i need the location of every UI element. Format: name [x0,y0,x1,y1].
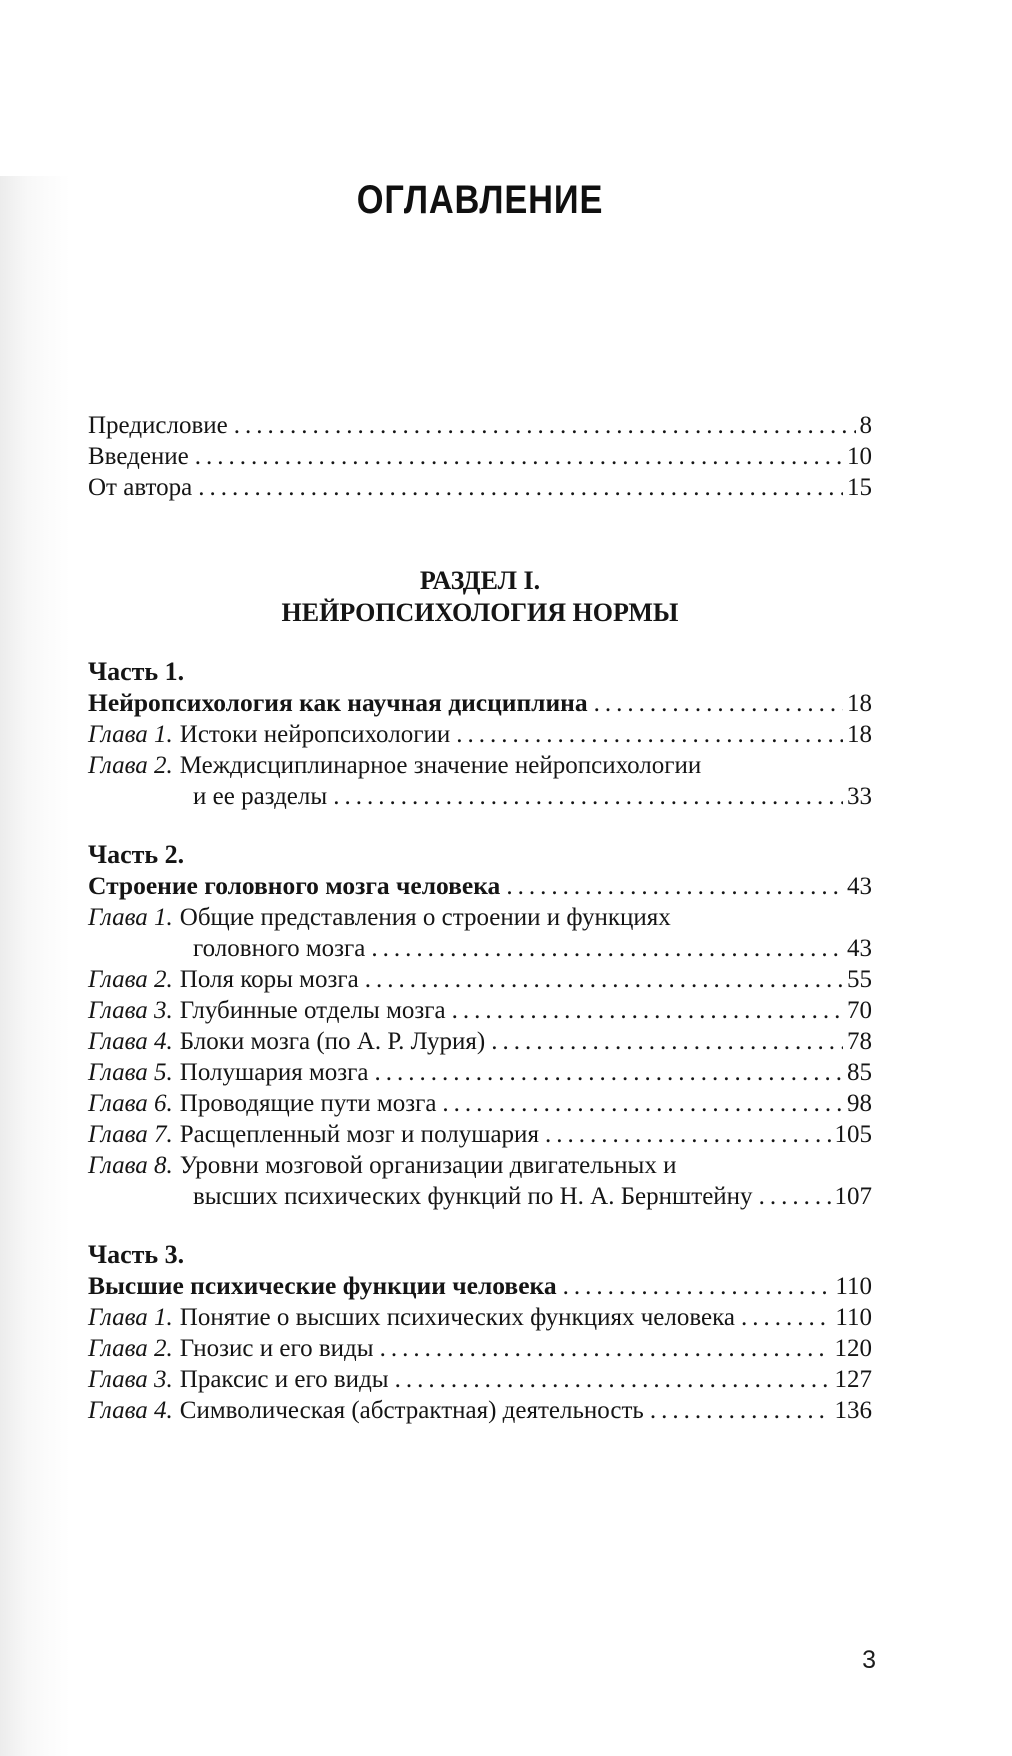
page-ref: 18 [847,721,872,748]
page-ref: 107 [834,1183,872,1210]
part-label: Часть 3. [88,1240,185,1269]
toc-entry [88,1119,872,1150]
dot-leader [563,1271,832,1302]
part-title: Строение головного мозга человека [88,871,501,900]
dot-leader [741,1302,831,1333]
toc-page [0,176,1012,1674]
part-3 [88,1239,872,1426]
section-kicker: РАЗДЕЛ I. [419,566,541,595]
toc-entry [88,719,872,750]
part-2 [88,839,872,1212]
page-ref: 105 [834,1121,872,1148]
part-title-entry [88,870,872,902]
chapter-title: Поля коры мозга [179,966,359,993]
toc-entry [88,1364,872,1395]
toc-entry [88,410,872,441]
chapter-number: Глава 5. [88,1059,173,1086]
chapter-title: Расщепленный мозг и полушария [179,1121,539,1148]
page-ref: 110 [835,1273,872,1300]
front-matter [88,410,872,503]
chapter-title: Символическая (абстрактная) деятельность [179,1397,644,1424]
section-heading [88,565,872,629]
page-ref: 98 [847,1090,872,1117]
entry-title: Предисловие [88,412,228,439]
chapter-title-continuation: высших психических функций по Н. А. Бернштейну [193,1183,753,1210]
page-ref: 10 [847,443,872,470]
toc-entry-continuation [88,933,872,964]
page-ref: 70 [847,997,872,1024]
chapter-number: Глава 2. [88,966,173,993]
part-title-entry [88,687,872,719]
chapter-title: Блоки мозга (по А. Р. Лурия) [179,1028,486,1055]
dot-leader [759,1181,831,1212]
part-label: Часть 2. [88,840,185,869]
chapter-title: Междисциплинарное значение нейропсихологии [179,752,702,779]
chapter-number: Глава 6. [88,1090,173,1117]
chapter-title: Гнозис и его виды [179,1335,374,1362]
dot-leader [198,472,843,503]
dot-leader [395,1364,831,1395]
page-ref: 127 [834,1366,872,1393]
page-ref: 33 [847,783,872,810]
page-ref: 43 [847,935,872,962]
chapter-number: Глава 3. [88,997,173,1024]
part-title-entry [88,1270,872,1302]
chapter-title: Праксис и его виды [179,1366,389,1393]
toc-entry [88,902,872,933]
toc-entry [88,1026,872,1057]
toc-entry [88,964,872,995]
part-title: Нейропсихология как научная дисциплина [88,688,588,717]
chapter-title-continuation: головного мозга [193,935,366,962]
chapter-number: Глава 3. [88,1366,173,1393]
chapter-number: Глава 2. [88,752,173,779]
dot-leader [594,688,843,719]
chapter-title: Глубинные отделы мозга [179,997,446,1024]
page-ref: 55 [847,966,872,993]
page-ref: 110 [835,1304,872,1331]
chapter-number: Глава 2. [88,1335,173,1362]
dot-leader [650,1395,831,1426]
chapter-number: Глава 4. [88,1397,173,1424]
page-ref: 8 [859,412,872,439]
part-title: Высшие психические функции человека [88,1271,557,1300]
chapter-number: Глава 1. [88,721,173,748]
chapter-number: Глава 4. [88,1028,173,1055]
toc-entry [88,1395,872,1426]
dot-leader [371,933,843,964]
chapter-title: Истоки нейропсихологии [179,721,451,748]
chapter-title: Уровни мозговой организации двигательных и [179,1152,677,1179]
folio-page-number: 3 [862,1646,876,1674]
dot-leader [456,719,843,750]
dot-leader [380,1333,831,1364]
page-ref: 43 [847,873,872,900]
chapter-title: Общие представления о строении и функциях [179,904,671,931]
part-1 [88,656,872,812]
dot-leader [234,410,856,441]
dot-leader [506,871,843,902]
part-label: Часть 1. [88,657,185,686]
toc-entry [88,1057,872,1088]
dot-leader [365,964,843,995]
entry-title: От автора [88,474,193,501]
entry-title: Введение [88,443,189,470]
toc-entry [88,995,872,1026]
toc-entry [88,1302,872,1333]
page-ref: 18 [847,690,872,717]
toc-entry-continuation [88,781,872,812]
dot-leader [491,1026,843,1057]
page-ref: 78 [847,1028,872,1055]
dot-leader [545,1119,831,1150]
dot-leader [375,1057,843,1088]
toc-entry [88,1088,872,1119]
page-ref: 120 [834,1335,872,1362]
chapter-number: Глава 8. [88,1152,173,1179]
dot-leader [195,441,843,472]
chapter-title: Полушария мозга [179,1059,369,1086]
chapter-number: Глава 7. [88,1121,173,1148]
chapter-title-continuation: и ее разделы [193,783,328,810]
chapter-number: Глава 1. [88,1304,173,1331]
section-title: НЕЙРОПСИХОЛОГИЯ НОРМЫ [281,598,679,627]
page-ref: 85 [847,1059,872,1086]
page-ref: 15 [847,474,872,501]
chapter-title: Проводящие пути мозга [179,1090,437,1117]
toc-entry-continuation [88,1181,872,1212]
chapter-number: Глава 1. [88,904,173,931]
page-ref: 136 [834,1397,872,1424]
chapter-title: Понятие о высших психических функциях человека [179,1304,735,1331]
toc-entry [88,1150,872,1181]
dot-leader [333,781,843,812]
toc-entry [88,1333,872,1364]
dot-leader [442,1088,843,1119]
toc-entry [88,750,872,781]
dot-leader [452,995,843,1026]
page-title: ОГЛАВЛЕНИЕ [356,178,604,222]
toc-entry [88,441,872,472]
toc-entry [88,472,872,503]
